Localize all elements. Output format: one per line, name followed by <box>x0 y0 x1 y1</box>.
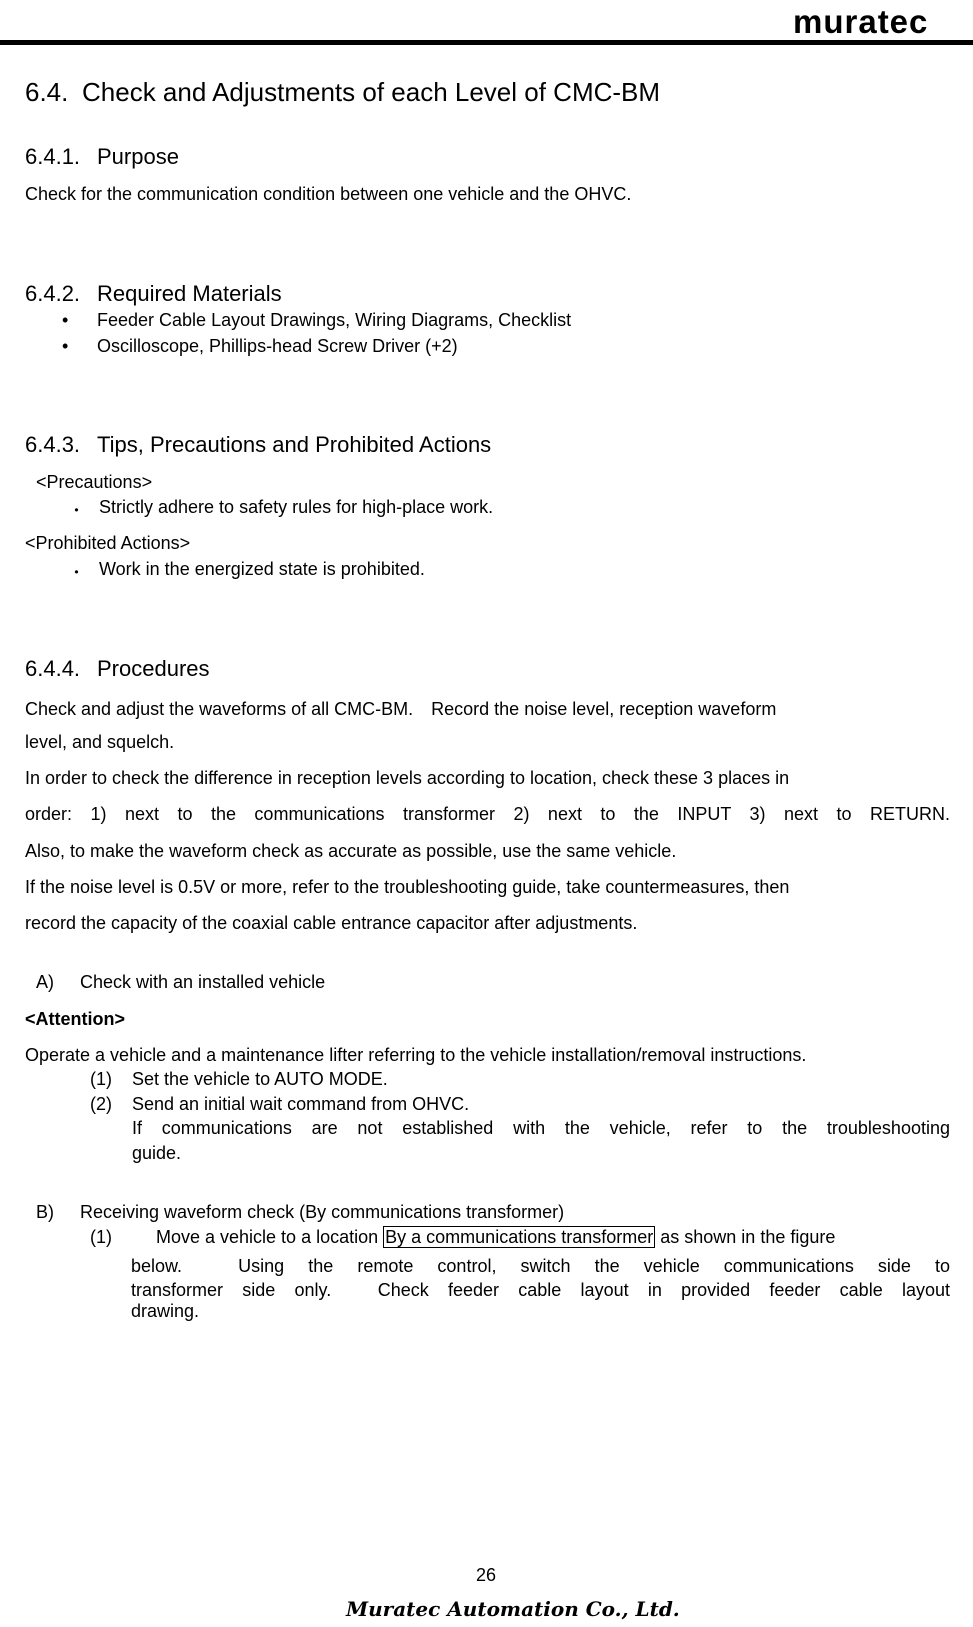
procedures-text: In order to check the difference in reception levels according to location, check these 3 places in <box>25 768 790 788</box>
page-number: 26 <box>476 1565 497 1585</box>
section-title: Check and Adjustments of each Level of CMC-BM <box>82 77 661 107</box>
step-line <box>156 1227 835 1248</box>
square-bullet-icon: ･ <box>72 563 81 583</box>
step-text: transformer side only. Check feeder cable layout in provided feeder cable layout <box>131 1280 950 1300</box>
prohibited-label: <Prohibited Actions> <box>25 533 191 553</box>
purpose-heading: Purpose <box>97 144 179 169</box>
purpose-text: Check for the communication condition between one vehicle and the OHVC. <box>25 184 632 204</box>
materials-number: 6.4.2. <box>25 281 81 306</box>
procedures-text: Also, to make the waveform check as accurate as possible, use the same vehicle. <box>25 841 677 861</box>
tips-heading: Tips, Precautions and Prohibited Actions <box>97 432 492 457</box>
step-note: If communications are not established with the vehicle, refer to the troubleshooting <box>132 1118 950 1138</box>
bullet-icon: • <box>62 310 69 330</box>
footer-company: Muratec Automation Co., Ltd. <box>346 1597 680 1621</box>
step-number: (1) <box>90 1227 112 1247</box>
attention-label: <Attention> <box>25 1009 126 1029</box>
procedures-heading: Procedures <box>97 656 210 681</box>
materials-heading: Required Materials <box>97 281 282 306</box>
tips-number: 6.4.3. <box>25 432 81 457</box>
precautions-item: Strictly adhere to safety rules for high-place work. <box>99 497 494 517</box>
materials-item: Feeder Cable Layout Drawings, Wiring Diagrams, Checklist <box>97 310 572 330</box>
part-a-title: Check with an installed vehicle <box>80 972 326 992</box>
procedures-text: level, and squelch. <box>25 732 175 752</box>
procedures-text: Check and adjust the waveforms of all CMC-BM. Record the noise level, reception waveform <box>25 699 777 719</box>
part-a-label: A) <box>36 972 54 992</box>
step-text: below. Using the remote control, switch the vehicle communications side to <box>131 1256 950 1276</box>
section-title-number: 6.4. <box>25 77 69 107</box>
procedures-text: order: 1) next to the communications transformer 2) next to the INPUT 3) next to RETURN. <box>25 804 950 824</box>
part-b-label: B) <box>36 1202 54 1222</box>
muratec-logo: muratec <box>793 3 929 40</box>
step-number: (1) <box>90 1069 112 1089</box>
step-text-pre: Move a vehicle to a location <box>156 1227 379 1247</box>
location-boxed-label: By a communications transformer <box>385 1227 654 1247</box>
prohibited-item: Work in the energized state is prohibited. <box>99 559 425 579</box>
procedures-text: If the noise level is 0.5V or more, refer to the troubleshooting guide, take countermeasures, then <box>25 877 790 897</box>
step-text: Send an initial wait command from OHVC. <box>132 1094 470 1114</box>
procedures-text: record the capacity of the coaxial cable entrance capacitor after adjustments. <box>25 913 638 933</box>
step-note: guide. <box>132 1143 182 1163</box>
step-text-post: as shown in the figure <box>660 1227 836 1247</box>
bullet-icon: • <box>62 336 69 356</box>
materials-item: Oscilloscope, Phillips-head Screw Driver (+2) <box>97 336 458 356</box>
step-text: Set the vehicle to AUTO MODE. <box>132 1069 388 1089</box>
purpose-number: 6.4.1. <box>25 144 81 169</box>
step-text: drawing. <box>131 1301 200 1321</box>
attention-text: Operate a vehicle and a maintenance lifter referring to the vehicle installation/removal instructions. <box>25 1045 807 1065</box>
part-b-title: Receiving waveform check (By communications transformer) <box>80 1202 565 1222</box>
step-number: (2) <box>90 1094 112 1114</box>
square-bullet-icon: ･ <box>72 501 81 521</box>
header-rule <box>0 40 973 45</box>
precautions-label: <Precautions> <box>36 472 153 492</box>
procedures-number: 6.4.4. <box>25 656 81 681</box>
